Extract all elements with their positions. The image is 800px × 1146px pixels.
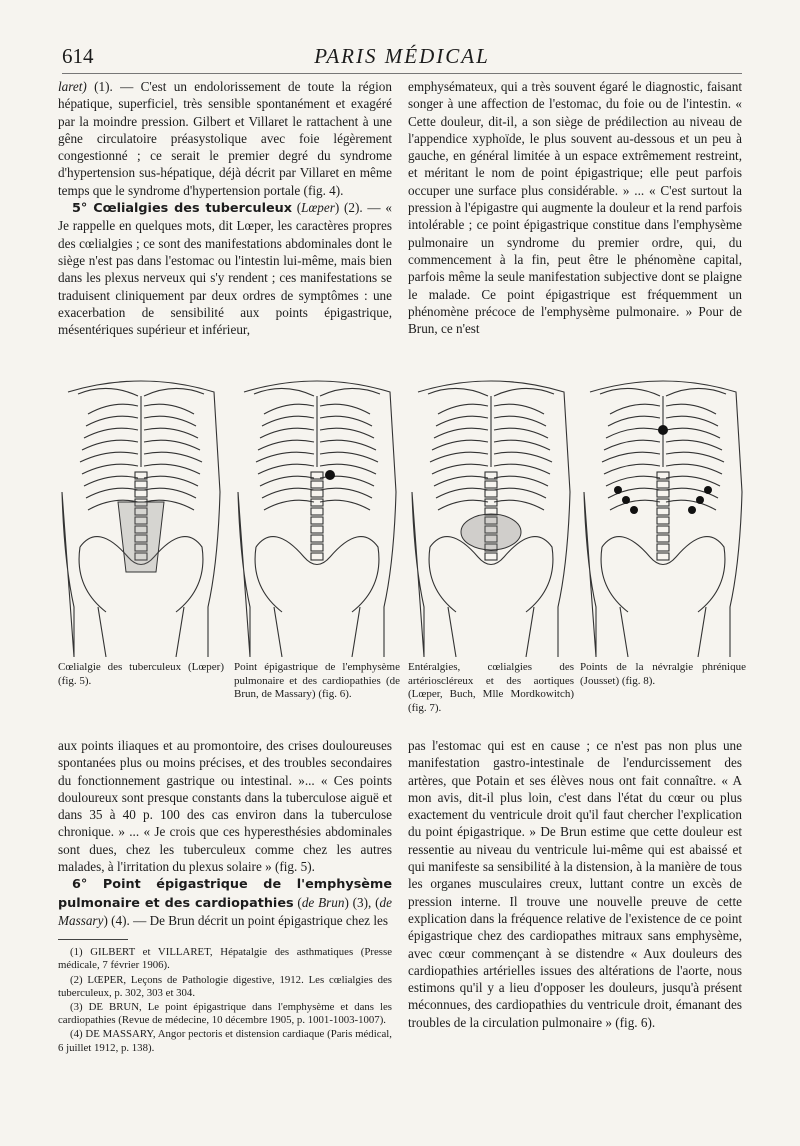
rib-left [436,416,488,426]
rib-right [320,440,376,450]
vertebra [657,517,669,524]
rib-right [494,416,546,426]
rib-left [260,428,314,438]
vertebra [135,490,147,497]
page-header [62,40,742,74]
torso-illustration-fig7 [408,372,574,657]
rib-right [666,440,722,450]
vertebra [311,553,323,560]
rib-right [320,452,378,462]
vertebra [485,553,497,560]
figure-8 [580,372,746,688]
vertebra [311,535,323,542]
paragraph [58,875,392,929]
italic-text: de Massary [58,894,392,928]
paragraph: emphysémateux, qui a très souvent égaré le diagnostic, faisant songer à une affection de l'estomac, du foie ou de l'intestin. « Cette douleur, dit-il, a son siège de prédilection au niveau de l'appendice xyphoïde, le plus souvent au-dessous et un peu à gauche, en général limitée à un espace extrêmement restreint, et méritant le nom de point épigastrique; elle peut parfois occuper une surface plus considérable. » ... « C'est surtout la pression à l'épigastre qui augmente la douleur et la rend parfois intolérable ; ce point épigastrique constitue dans l'emphysème pulmonaire un syndrome du premier ordre, qui, du commencement à la fin, peut être le phénomène capital, parfois même la seule manifestation subjective dont se plaigne le malade. Ce point épigastrique est fréquemment un phénomène précoce de l'emphysème pulmonaire. » Pour de Brun, ce n'est [408,79,742,337]
rib-right [494,440,550,450]
rib-left [430,452,488,462]
rib-right [494,500,544,510]
tender-zone [118,502,164,572]
paragraph [58,199,392,338]
rib-right [320,488,372,498]
vertebra [657,499,669,506]
rib-right [666,464,722,474]
rib-left [602,452,660,462]
vertebra [311,544,323,551]
rib-right [144,488,196,498]
rib-left [86,416,138,426]
paragraph-text: ( [293,894,302,910]
column-bottom-left [58,737,392,1056]
rib-right [494,428,548,438]
phrenic-point [696,496,704,504]
figure-row [58,372,748,727]
phrenic-point [704,486,712,494]
vertebra [311,481,323,488]
header-rule [62,73,742,74]
rib-left [608,416,660,426]
rib-left [432,440,488,450]
rib-right [320,500,370,510]
rib-right [666,416,718,426]
rib-right [494,488,546,498]
section-heading: 5° Cœlialgies des tuberculeux [72,201,293,217]
pelvis [255,537,379,612]
footnote: (1) GILBERT et VILLARET, Hépatalgie des asthmatiques (Presse médicale, 7 février 1906). [58,946,392,972]
rib-left [264,404,314,414]
rib-right [144,452,202,462]
footnote: (4) DE MASSARY, Angor pectoris et distension cardiaque (Paris médical, 6 juillet 1912, p. 138). [58,1028,392,1054]
torso-illustration-fig8 [580,372,746,657]
vertebra [657,535,669,542]
rib-right [494,404,544,414]
phrenic-point [688,506,696,514]
paragraph-text: ) (4). — De Brun décrit un point épigastrique chez les [103,912,388,928]
rib-left [80,452,138,462]
phrenic-point [630,506,638,514]
rib-left [434,428,488,438]
rib-left [436,488,488,498]
phrenic-point [658,425,668,435]
vertebra [657,490,669,497]
italic-text: laret) [58,79,87,94]
paragraph-text: ) (3), ( [344,894,380,910]
page-number: 614 [62,44,94,68]
femur [274,607,360,657]
vertebra [485,499,497,506]
footnote-rule [58,939,128,940]
phrenic-point [622,496,630,504]
italic-text: de Brun [301,894,345,910]
clavicle [254,388,380,396]
vertebra [135,481,147,488]
vertebra [311,508,323,515]
footnotes [58,946,392,1055]
rib-right [144,428,198,438]
vertebra [485,490,497,497]
rib-right [494,452,552,462]
figure-caption: Points de la névralgie phrénique (Jousset) (fig. 8). [580,661,746,687]
figure-caption: Cœlialgie des tuberculeux (Lœper) (fig. 5). [58,661,224,687]
rib-left [606,476,660,486]
vertebra [657,544,669,551]
column-top-right [408,78,742,337]
rib-left [258,464,314,474]
phrenic-point [614,486,622,494]
vertebra [657,526,669,533]
rib-right [666,404,716,414]
rib-left [264,500,314,510]
figure-6 [234,372,400,702]
footnote: (2) LŒPER, Leçons de Pathologie digestive, 1912. Les cœlialgies des tuberculeux, p. 302, 303 et 304. [58,973,392,999]
vertebra [485,481,497,488]
epigastric-point [325,470,335,480]
figure-caption: Entéralgies, cœlialgies des artérioscléreux et des aortiques (Lœper, Buch, Mlle Mordkowitch) (fig. 7). [408,661,574,714]
vertebra [311,490,323,497]
tender-zone [461,514,521,550]
rib-left [84,428,138,438]
rib-left [604,440,660,450]
rib-left [86,488,138,498]
torso-illustration-fig5 [58,372,224,657]
rib-right [666,452,724,462]
rib-right [320,404,370,414]
rib-left [82,440,138,450]
vertebra [311,526,323,533]
rib-left [88,404,138,414]
rib-right [320,416,372,426]
column-top-left [58,78,392,338]
rib-right [666,476,720,486]
rib-right [494,476,548,486]
paragraph: pas l'estomac qui est en cause ; ce n'est pas non plus une manifestation gastro-intestinale de l'endurcissement des artères, que Potain et ses élèves nous ont fait connaître. « A mon avis, dit-il plus loin, c'est dans l'état du cœur ou plus exactement du ventricule droit qu'il faut chercher l'explication du point épigastrique. » De Brun estime que cette douleur est ressentie au niveau du ventricule lui-même qui est abaissé et qui manifeste sa sensibilité à la distension, à la manière de tous les organes musculaires creux, luttant contre un excès de pression interne. Il trouve une nouvelle preuve de cette explication dans la fréquence relative de l'existence de ce point épigastrique chez des cardiopathes mitraux sans emphysème, avec cœur commençant à se distendre « Aux douleurs des cardiopathies artérielles issues des altérations de l'aorte, nous estimons qu'il y a lieu d'opposer les douleurs, jusqu'à présent méconnues, des cardiopathies du ventricule droit, émanant des troubles de la circulation pulmonaire » (fig. 6). [408,738,742,1030]
rib-right [666,428,720,438]
paragraph-text: (1). — C'est un endolorissement de toute la région hépatique, superficiel, très sensible spontanément et exagéré par la moindre pression. Gilbert et Villaret le rattachent à une gêne circulatoire préasystolique avec foie légèrement congestionné ; ce serait le premier degré du syndrome d'hypertension sus-hépatique, déjà décrit par Villaret en même temps que le syndrome d'hypertension portale (fig. 4). [58,79,392,198]
paragraph: aux points iliaques et au promontoire, des crises douloureuses spontanées plus ou moins précises, et des troubles secondaires du fonctionnement gastrique ou intestinal. »... « Ces points douloureux sont presque constants dans la tuberculose aiguë et dans 35 à 40 p. 100 des cas environ dans la tuberculose chronique. » ... « Je crois que ces hyperesthésies abdominales sont dues, chez les tuberculeux comme chez les autres malades, à l'irritation du plexus solaire » (fig. 5). [58,738,392,875]
figure-caption: Point épigastrique de l'emphysème pulmonaire et des cardiopathies (de Brun, de Massary) (fig. 6). [234,661,400,701]
figure-5 [58,372,224,688]
rib-left [434,476,488,486]
femur [448,607,534,657]
pelvis [601,537,725,612]
rib-left [84,476,138,486]
rib-left [606,428,660,438]
rib-right [320,428,374,438]
rib-right [144,404,194,414]
vertebra [311,499,323,506]
journal-title: PARIS MÉDICAL [314,44,490,68]
figure-7 [408,372,574,715]
clavicle [428,388,554,396]
femur [98,607,184,657]
rib-left [256,452,314,462]
clavicle [78,388,204,396]
rib-left [262,488,314,498]
rib-right [494,464,550,474]
vertebra [657,508,669,515]
rib-right [144,464,200,474]
rib-left [610,404,660,414]
rib-right [144,416,196,426]
rib-left [604,464,660,474]
vertebra [657,553,669,560]
vertebra [657,481,669,488]
torso-illustration-fig6 [234,372,400,657]
vertebra [311,517,323,524]
rib-left [438,500,488,510]
rib-left [262,416,314,426]
rib-left [82,464,138,474]
section-heading: 6° Point épigastrique de l'emphysème pulmonaire et des cardiopathies [58,877,392,911]
rib-right [144,476,198,486]
paragraph-text: ( [292,200,302,216]
rib-left [432,464,488,474]
italic-text: Lœper [301,200,335,216]
column-bottom-right [408,737,742,1031]
clavicle [600,388,726,396]
femur [620,607,706,657]
rib-left [260,476,314,486]
paragraph [58,78,392,199]
rib-left [258,440,314,450]
rib-left [438,404,488,414]
footnote: (3) DE BRUN, Le point épigastrique dans l'emphysème et dans les cardiopathies (Revue de médecine, 10 décembre 1905, p. 1001-1003-1007). [58,1001,392,1027]
paragraph-text: ) (2). — « Je rappelle en quelques mots, dit Lœper, les caractères propres des cœlialgies ; ce sont des manifestations abdominales dont le siège n'est pas dans l'estomac ou l'intestin lui-même, mais bien dans les plexus nerveux qui s'y rendent ; ces manifestations se traduisent cliniquement par deux ordres de symptômes : une exacerbation de sensibilité aux points épigastrique, mésentériques supérieur et inférieur, [58,200,392,338]
rib-right [144,440,200,450]
